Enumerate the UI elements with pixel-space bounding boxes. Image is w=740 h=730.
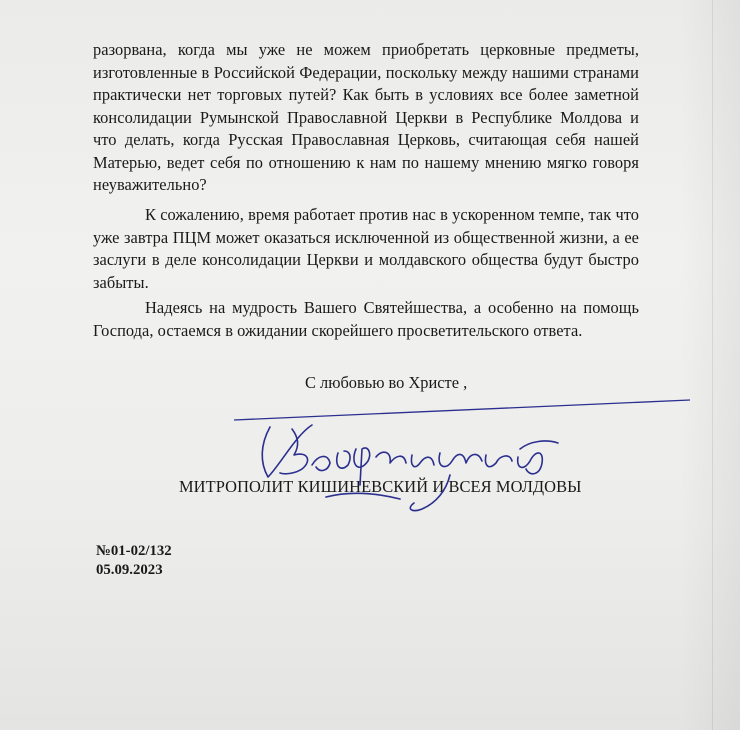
signer-title: МИТРОПОЛИТ КИШИНЕВСКИЙ И ВСЕЯ МОЛДОВЫ bbox=[179, 477, 582, 496]
paper-edge bbox=[712, 0, 713, 730]
handwritten-signature bbox=[200, 405, 630, 525]
paper-shadow bbox=[680, 0, 740, 730]
letter-paragraph-1: разорвана, когда мы уже не можем приобретать церковные предметы, изготовленные в Российской Федерации, поскольку между нашими странами практически нет торговых путей? Как быть в условиях все более заметной консолидации Румынской Православной Церкви в Республике Молдова и что делать, когда Русская Православная Церковь, считающая себя нашей Матерью, ведет себя по отношению к нам по нашему мнению мягко говоря неуважительно? bbox=[93, 40, 639, 194]
letter-paragraph-2: К сожалению, время работает против нас в ускоренном темпе, так что уже завтра ПЦМ может оказаться исключенной из общественной жизни, а ее заслуги в деле консолидации Церкви и молдавского общества будут быстро забыты. bbox=[93, 205, 639, 292]
closing-salutation: С любовью во Христе , bbox=[305, 373, 468, 392]
letter-paragraph-3: Надеясь на мудрость Вашего Святейшества, а особенно на помощь Господа, остаемся в ожидании скорейшего просветительского ответа. bbox=[93, 298, 639, 340]
document-date: 05.09.2023 bbox=[96, 562, 163, 578]
document-number: №01-02/132 bbox=[96, 543, 172, 559]
